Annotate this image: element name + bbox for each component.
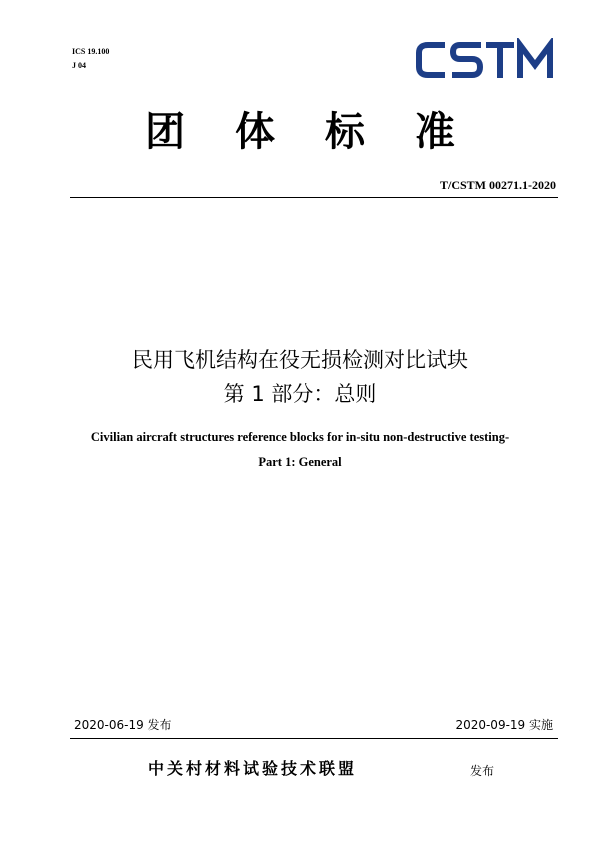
title-chinese-line2: 第 1 部分：总则 xyxy=(223,382,377,406)
title-english-line2: Part 1: General xyxy=(258,455,342,469)
title-english-line1: Civilian aircraft structures reference blocks for in-situ non-destructive testing- xyxy=(90,430,510,444)
cstm-logo xyxy=(414,38,556,82)
issue-date: 2020-06-19 发布 xyxy=(74,718,172,732)
publisher-name: 中关村材料试验技术联盟 xyxy=(148,759,358,778)
ccs-code: J 04 xyxy=(72,61,86,70)
publish-label: 发布 xyxy=(470,764,495,778)
title-chinese-line1: 民用飞机结构在役无损检测对比试块 xyxy=(132,348,468,372)
standard-number: T/CSTM 00271.1-2020 xyxy=(439,178,556,192)
standard-type: 团 体 标 准 xyxy=(145,108,473,155)
header-rule xyxy=(70,197,558,198)
implementation-date: 2020-09-19 实施 xyxy=(455,718,553,732)
footer-rule xyxy=(70,738,558,739)
ics-code: ICS 19.100 xyxy=(72,47,110,56)
